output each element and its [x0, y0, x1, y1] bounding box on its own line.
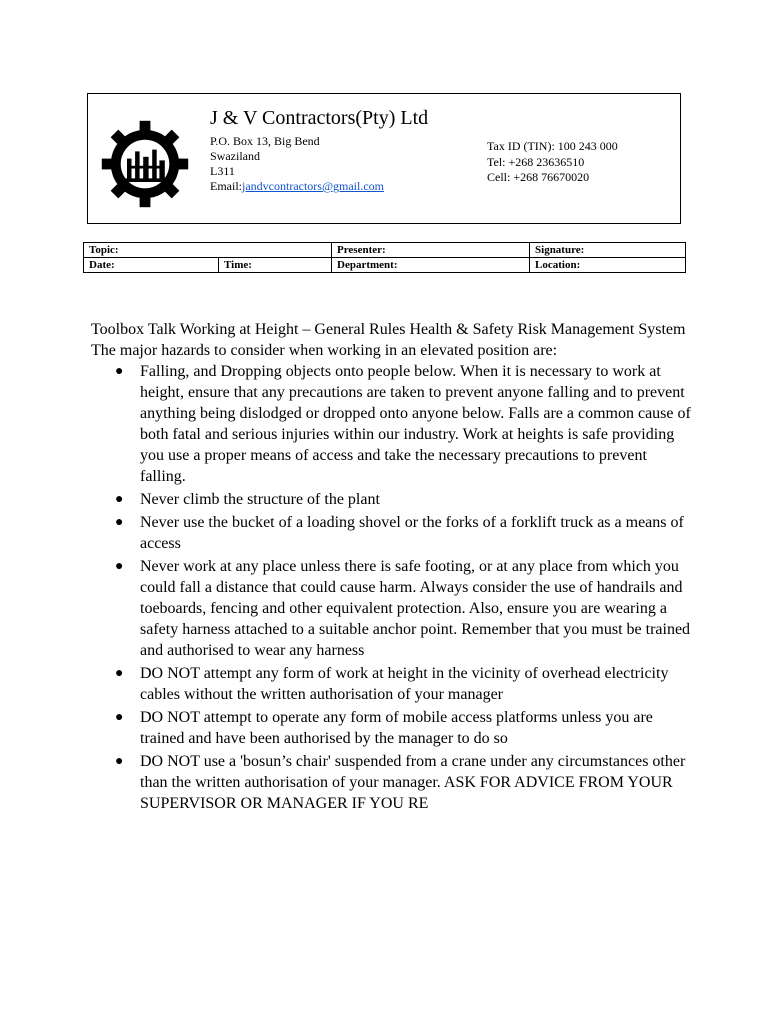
bullet-icon: ● [115, 492, 124, 507]
email-label: Email: [210, 179, 242, 193]
telephone: Tel: +268 23636510 [487, 154, 585, 169]
time-field[interactable]: Time: [219, 258, 332, 273]
table-row [84, 243, 686, 258]
department-field[interactable]: Department: [332, 258, 530, 273]
toolbox-talk-body [91, 319, 691, 816]
signature-field[interactable]: Signature: [530, 243, 686, 258]
list-item [91, 512, 691, 554]
address-line: Swaziland [210, 149, 260, 163]
cellphone: Cell: +268 76670020 [487, 170, 590, 184]
location-field[interactable]: Location: [530, 258, 686, 273]
bullet-icon: ● [115, 559, 124, 574]
email-line [210, 179, 384, 194]
presenter-field[interactable]: Presenter: [332, 243, 530, 258]
bullet-icon: ● [115, 754, 124, 769]
company-address [210, 134, 384, 194]
company-logo [100, 119, 190, 209]
rule-text: DO NOT use a 'bosun’s chair' suspended from a crane under any circumstances other than the written authorisation of your manager. ASK FOR ADVICE FROM YOUR SUPERVISOR OR MANAGER IF YOU RE [140, 753, 686, 812]
list-item [91, 663, 691, 705]
rule-text: Never work at any place unless there is safe footing, or at any place from which you could fall a distance that could cause harm. Always consider the use of handrails and toeboards, fencing and other equivalent protection. Also, ensure you are wearing a safety harness attached to a suitable anchor point. Remember that you must be trained and authorised to wear any harness [140, 558, 691, 659]
safety-rules-list [91, 361, 691, 814]
bullet-icon: ● [115, 515, 124, 530]
rule-text: DO NOT attempt to operate any form of mobile access platforms unless you are trained and have been authorised by the manager to do so [140, 709, 653, 747]
rule-text: Never climb the structure of the plant [140, 491, 380, 508]
list-item [91, 707, 691, 749]
address-line: L311 [210, 164, 235, 178]
list-item [91, 489, 691, 510]
list-item [91, 556, 691, 661]
letterhead [87, 93, 681, 224]
company-contact [487, 139, 618, 186]
rule-text: DO NOT attempt any form of work at height in the vicinity of overhead electricity cables without the written authorisation of your manager [140, 665, 669, 703]
bullet-icon: ● [115, 710, 124, 725]
list-item [91, 361, 691, 487]
bullet-icon: ● [115, 364, 124, 379]
rule-text: Never use the bucket of a loading shovel or the forks of a forklift truck as a means of access [140, 514, 684, 552]
list-item [91, 751, 691, 814]
address-line: P.O. Box 13, Big Bend [210, 134, 320, 148]
rule-text: Falling, and Dropping objects onto people below. When it is necessary to work at height, ensure that any precautions are taken to prevent anyone falling and to prevent anything being dislodged or dropped onto anyone below. Falls are a common cause of both fatal and serious injuries within our industry. Work at heights is safe providing you use a proper means of access and take the necessary precautions to prevent falling. [140, 363, 691, 485]
tax-id: Tax ID (TIN): 100 243 000 [487, 139, 618, 153]
company-name: J & V Contractors(Pty) Ltd [210, 107, 429, 129]
topic-field[interactable]: Topic: [84, 243, 332, 258]
intro-paragraph: Toolbox Talk Working at Height – General Rules Health & Safety Risk Management System The major hazards to consider when working in an elevated position are: [91, 321, 686, 359]
date-field[interactable]: Date: [84, 258, 219, 273]
table-row [84, 258, 686, 273]
meeting-info-table [83, 242, 686, 273]
bullet-icon: ● [115, 666, 124, 681]
email-link[interactable]: jandvcontractors@gmail.com [242, 179, 385, 193]
